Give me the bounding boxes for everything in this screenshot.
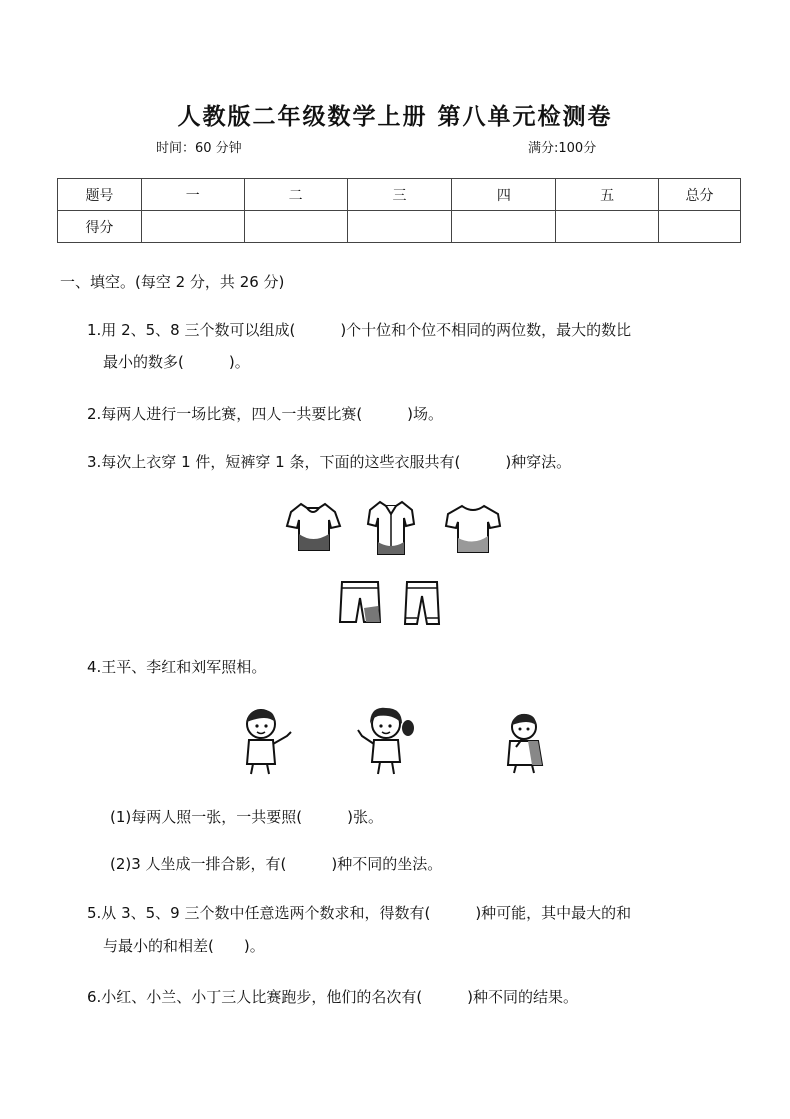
table-header-cell: 总分 <box>659 179 741 211</box>
question-5: 5.从 3、5、9 三个数中任意选两个数求和，得数有( )种可能，其中最大的和 <box>87 904 632 922</box>
score-cell[interactable] <box>452 211 556 243</box>
score-cell[interactable] <box>556 211 659 243</box>
exam-time: 时间：60 分钟 <box>156 141 242 156</box>
shirt-2-illustration <box>366 496 416 558</box>
score-cell[interactable] <box>347 211 452 243</box>
score-table <box>57 178 741 243</box>
question-4: 4.王平、李红和刘军照相。 <box>87 658 267 676</box>
question-6: 6.小红、小兰、小丁三人比赛跑步，他们的名次有( )种不同的结果。 <box>87 988 579 1006</box>
score-table-header-row <box>58 179 741 211</box>
table-header-cell: 一 <box>141 179 244 211</box>
question-4-part-2: (2)3 人坐成一排合影，有( )种不同的坐法。 <box>110 855 443 873</box>
question-1: 1.用 2、5、8 三个数可以组成( )个十位和个位不相同的两位数，最大的数比 <box>87 321 632 339</box>
table-header-cell: 三 <box>347 179 452 211</box>
question-3: 3.每次上衣穿 1 件，短裤穿 1 条，下面的这些衣服共有( )种穿法。 <box>87 453 572 471</box>
score-cell[interactable] <box>244 211 347 243</box>
table-header-cell: 四 <box>452 179 556 211</box>
section-heading: 一、填空。(每空 2 分，共 26 分) <box>60 273 285 291</box>
table-header-cell: 题号 <box>58 179 142 211</box>
shorts-illustration <box>338 578 382 626</box>
page-title: 人教版二年级数学上册 第八单元检测卷 <box>177 104 613 130</box>
score-row-label: 得分 <box>58 211 142 243</box>
score-cell[interactable] <box>659 211 741 243</box>
pants-illustration <box>403 578 441 628</box>
table-header-cell: 五 <box>556 179 659 211</box>
table-header-cell: 二 <box>244 179 347 211</box>
question-4-part-1: (1)每两人照一张，一共要照( )张。 <box>110 808 383 826</box>
question-2: 2.每两人进行一场比赛，四人一共要比赛( )场。 <box>87 405 444 423</box>
question-5-continued: 与最小的和相差( )。 <box>103 937 265 955</box>
boy-liu-illustration <box>502 709 550 775</box>
score-table-score-row <box>58 211 741 243</box>
score-cell[interactable] <box>141 211 244 243</box>
shirt-1-illustration <box>283 496 343 556</box>
question-1-continued: 最小的数多( )。 <box>103 353 250 371</box>
tshirt-illustration <box>444 502 502 556</box>
boy-wang-illustration <box>237 704 297 776</box>
full-score: 满分:100分 <box>528 141 597 156</box>
girl-li-illustration <box>354 704 420 776</box>
